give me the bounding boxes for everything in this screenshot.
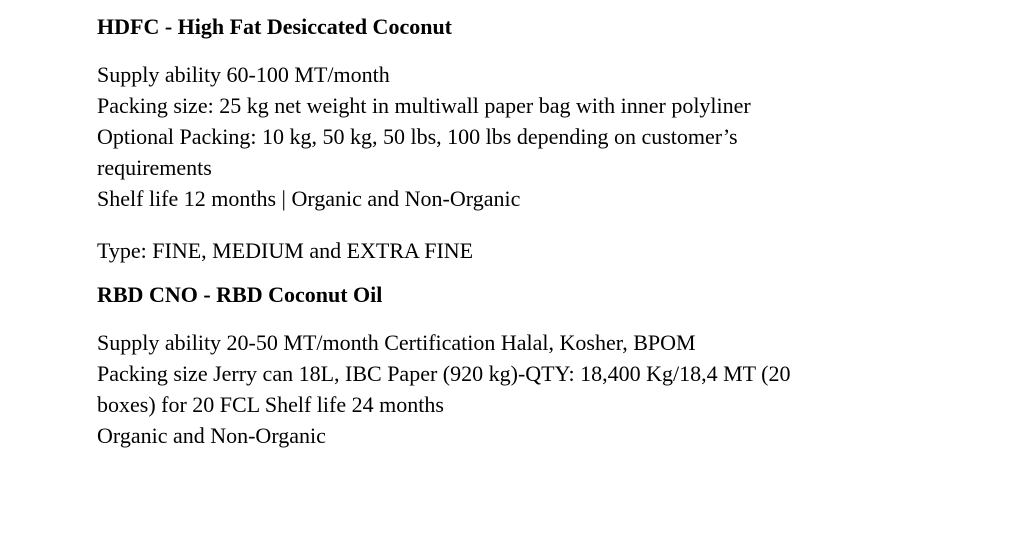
rbd-packing-line-cont: boxes) for 20 FCL Shelf life 24 months	[97, 392, 444, 417]
hdfc-optional-packing-line-cont: requirements	[97, 155, 212, 180]
hdfc-packing-line: Packing size: 25 kg net weight in multiwall paper bag with inner polyliner	[97, 93, 751, 118]
hdfc-optional-packing-line: Optional Packing: 10 kg, 50 kg, 50 lbs, 100 lbs depending on customer’s	[97, 124, 738, 149]
hdfc-details	[97, 59, 977, 214]
hdfc-shelf-life-line: Shelf life 12 months | Organic and Non-Organic	[97, 186, 521, 211]
rbd-organic-line: Organic and Non-Organic	[97, 423, 326, 448]
rbd-packing-line: Packing size Jerry can 18L, IBC Paper (920 kg)-QTY: 18,400 Kg/18,4 MT (20	[97, 361, 791, 386]
hdfc-supply-line: Supply ability 60-100 MT/month	[97, 62, 390, 87]
section-title-rbd-cno: RBD CNO - RBD Coconut Oil	[97, 282, 383, 307]
rbd-cno-details	[97, 327, 977, 451]
rbd-supply-line: Supply ability 20-50 MT/month Certification Halal, Kosher, BPOM	[97, 330, 696, 355]
document-body	[97, 12, 977, 451]
hdfc-type-line: Type: FINE, MEDIUM and EXTRA FINE	[97, 238, 474, 263]
section-title-hdfc: HDFC - High Fat Desiccated Coconut	[97, 14, 453, 39]
